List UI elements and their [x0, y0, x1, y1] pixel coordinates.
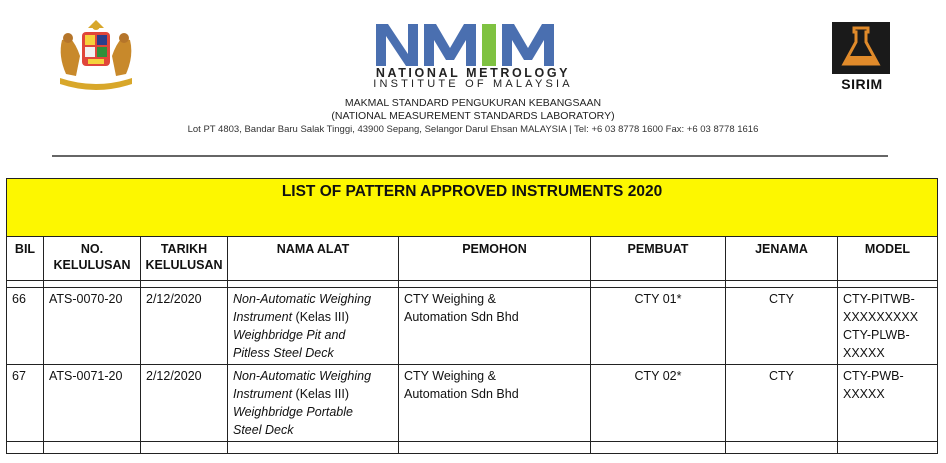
cell-nama-alat [228, 365, 399, 442]
nama-line: Weighbridge Portable [233, 405, 353, 419]
header-row [7, 237, 938, 281]
lab-name-malay: MAKMAL STANDARD PENGUKURAN KEBANGSAAN [344, 97, 602, 109]
header-tarikh-line1: TARIKH [160, 242, 208, 256]
nama-class: (Kelas III) [292, 310, 350, 324]
letterhead [0, 0, 946, 175]
cell-jenama: CTY [726, 365, 838, 442]
cell-pemohon [399, 365, 591, 442]
header-no-line2: KELULUSAN [53, 258, 131, 272]
cell-no-kelulusan: ATS-0070-20 [44, 288, 141, 365]
table-title: LIST OF PATTERN APPROVED INSTRUMENTS 2020 [7, 179, 938, 237]
header-tarikh-line2: KELULUSAN [145, 258, 223, 272]
model-line: CTY-PLWB-XXXXX [843, 328, 910, 360]
truncated-row-bottom [7, 442, 938, 454]
model-line: XXXXXXXXX [843, 310, 919, 324]
approved-instruments-table [6, 178, 938, 454]
institute-name-line1: NATIONAL METROLOGY [375, 66, 571, 80]
cell-model [838, 365, 938, 442]
pemohon-line: CTY Weighing & [404, 369, 496, 383]
pemohon-line: Automation Sdn Bhd [404, 310, 519, 324]
cell-no-kelulusan: ATS-0071-20 [44, 365, 141, 442]
nama-text: Instrument [233, 387, 293, 401]
letterhead-divider [52, 155, 888, 157]
institute-name-line2: INSTITUTE OF MALAYSIA [373, 78, 573, 90]
nama-text: Instrument [233, 310, 293, 324]
pemohon-line: Automation Sdn Bhd [404, 387, 519, 401]
nama-line: Non-Automatic Weighing [233, 369, 372, 383]
sirim-label: SIRIM [841, 76, 883, 92]
cell-model [838, 288, 938, 365]
lab-name-english: (NATIONAL MEASUREMENT STANDARDS LABORATORY) [331, 110, 615, 122]
nama-line [233, 308, 393, 326]
nama-line [233, 385, 393, 403]
coat-of-arms-logo [52, 16, 140, 94]
header-nama-alat: NAMA ALAT [228, 237, 399, 281]
cell-nama-alat [228, 288, 399, 365]
header-no-line1: NO. [80, 242, 104, 256]
nama-class: (Kelas III) [292, 387, 350, 401]
header-bil: BIL [7, 237, 44, 281]
nama-line: Non-Automatic Weighing [233, 292, 372, 306]
header-pembuat: PEMBUAT [591, 237, 726, 281]
cell-tarikh: 2/12/2020 [141, 365, 228, 442]
header-pemohon: PEMOHON [399, 237, 591, 281]
header-model: MODEL [838, 237, 938, 281]
model-line: CTY-PWB-XXXXX [843, 369, 904, 401]
cell-pembuat: CTY 01* [591, 288, 726, 365]
nama-line: Steel Deck [233, 423, 294, 437]
cell-bil: 67 [7, 365, 44, 442]
nama-line: Weighbridge Pit and [233, 328, 346, 342]
cell-jenama: CTY [726, 288, 838, 365]
sirim-logo [832, 22, 892, 92]
cell-pembuat: CTY 02* [591, 365, 726, 442]
cell-bil: 66 [7, 288, 44, 365]
header-tarikh-kelulusan [141, 237, 228, 281]
cell-tarikh: 2/12/2020 [141, 288, 228, 365]
sirim-flask-icon [832, 22, 890, 74]
header-jenama: JENAMA [726, 237, 838, 281]
truncated-row-top [7, 281, 938, 288]
table-row [7, 288, 938, 365]
cell-pemohon [399, 288, 591, 365]
table-row [7, 365, 938, 442]
address-line: Lot PT 4803, Bandar Baru Salak Tinggi, 43900 Sepang, Selangor Darul Ehsan MALAYSIA | Tel: +6 03 8778 1600 Fax: +6 03 8778 1616 [187, 124, 759, 135]
model-line: CTY-PITWB- [843, 292, 915, 306]
header-no-kelulusan [44, 237, 141, 281]
nama-line: Pitless Steel Deck [233, 346, 334, 360]
pemohon-line: CTY Weighing & [404, 292, 496, 306]
